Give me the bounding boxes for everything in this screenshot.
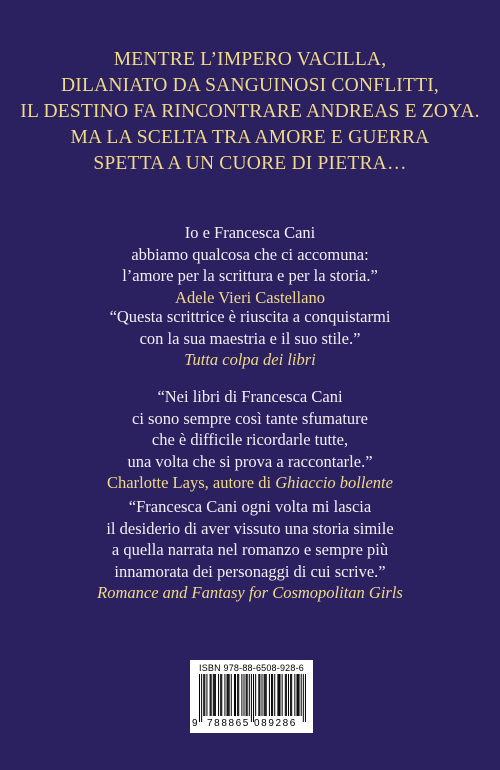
- barcode-left-group: 788865: [207, 718, 250, 729]
- quote-line: “Francesca Cani ogni volta mi lascia: [128, 497, 372, 516]
- quote-line: ci sono sempre così tante sfumature: [132, 408, 368, 428]
- barcode-bar: [262, 674, 263, 716]
- headline-line: IL DESTINO FA RINCONTRARE ANDREAS E ZOYA.: [20, 101, 480, 122]
- barcode-bar: [271, 674, 272, 716]
- barcode-bar: [214, 674, 215, 716]
- barcode-bar: [269, 674, 270, 716]
- barcode-bar: [265, 674, 266, 716]
- barcode-bar: [201, 674, 202, 722]
- barcode-bar: [246, 674, 247, 716]
- barcode-bar: [211, 674, 212, 716]
- attribution-title: Ghiaccio bollente: [275, 473, 393, 492]
- barcode-bar: [206, 674, 207, 716]
- attribution-author: Charlotte Lays, autore di: [107, 473, 276, 492]
- barcode-bar: [255, 674, 256, 716]
- barcode-bar: [291, 674, 292, 716]
- barcode-bar: [215, 674, 216, 716]
- barcode-bar: [285, 674, 286, 716]
- barcode-bars: [199, 674, 306, 724]
- quote-line: a quella narrata nel romanzo e sempre più: [111, 540, 389, 559]
- barcode-bar: [249, 674, 250, 716]
- barcode-first-digit: 9: [192, 718, 198, 729]
- barcode-bar: [301, 674, 302, 716]
- barcode-bar: [227, 674, 228, 716]
- barcode-bar: [253, 674, 254, 722]
- quote-attribution: Adele Vieri Castellano: [175, 287, 325, 307]
- barcode-bar: [210, 674, 211, 716]
- barcode-bar: [203, 674, 204, 716]
- quote-line: l’amore per la scrittura e per la storia.”: [122, 266, 378, 285]
- quote-line: che è difficile ricordarle tutte,: [151, 430, 349, 449]
- quote-line: abbiamo qualcosa che ci accomuna:: [131, 244, 369, 264]
- quote-attribution: [0, 472, 500, 494]
- barcode-bar: [228, 674, 229, 716]
- barcode-bar: [274, 674, 275, 716]
- headline-line: MENTRE L’IMPERO VACILLA,: [113, 49, 387, 70]
- barcode-bar: [305, 674, 306, 722]
- barcode-bar: [296, 674, 297, 716]
- review-quote-4: [0, 496, 500, 604]
- barcode-bar: [213, 674, 214, 716]
- quote-line: “Nei libri di Francesca Cani: [157, 387, 343, 406]
- barcode-bar: [221, 674, 222, 716]
- barcode-bar: [247, 674, 248, 716]
- barcode-bar: [204, 674, 205, 716]
- review-quote-1: [0, 222, 500, 308]
- barcode-bar: [218, 674, 219, 716]
- barcode-bar: [266, 674, 267, 716]
- quote-attribution: [0, 349, 500, 371]
- quote-line: Io e Francesca Cani: [184, 223, 316, 242]
- barcode-bar: [238, 674, 239, 716]
- barcode-right-group: 089286: [254, 718, 297, 729]
- barcode-bar: [251, 674, 252, 722]
- quote-line: innamorata dei personaggi di cui scrive.”: [114, 561, 386, 581]
- barcode-bar: [277, 674, 278, 716]
- barcode-bar: [224, 674, 225, 716]
- barcode-bar: [237, 674, 238, 716]
- barcode-bar: [286, 674, 287, 716]
- barcode-bar: [264, 674, 265, 716]
- quote-line: “Questa scrittrice è riuscita a conquistarmi: [109, 307, 391, 326]
- isbn-barcode: [190, 660, 313, 733]
- attribution-title: Tutta colpa dei libri: [184, 350, 316, 369]
- review-quote-2: [0, 306, 500, 371]
- barcode-bar: [272, 674, 273, 716]
- barcode-bar: [235, 674, 236, 716]
- barcode-bar: [303, 674, 304, 722]
- headline-line: MA LA SCELTA TRA AMORE E GUERRA: [70, 127, 430, 148]
- barcode-bar: [259, 674, 260, 716]
- barcode-bar: [278, 674, 279, 716]
- review-quote-3: [0, 386, 500, 494]
- barcode-bar: [294, 674, 295, 716]
- barcode-bar: [244, 674, 245, 716]
- isbn-label: ISBN 978-88-6508-928-6: [199, 663, 304, 673]
- quote-attribution: [0, 582, 500, 604]
- barcode-bar: [282, 674, 283, 716]
- barcode-bar: [229, 674, 230, 716]
- attribution-title: Romance and Fantasy for Cosmopolitan Girls: [97, 583, 403, 602]
- headline-line: DILANIATO DA SANGUINOSI CONFLITTI,: [60, 75, 439, 96]
- quote-line: con la sua maestria e il suo stile.”: [139, 328, 361, 348]
- barcode-bar: [234, 674, 235, 716]
- barcode-bar: [290, 674, 291, 716]
- barcode-bar: [298, 674, 299, 716]
- barcode-bar: [258, 674, 259, 716]
- quote-line: il desiderio di aver vissuto una storia simile: [106, 518, 394, 538]
- barcode-bar: [299, 674, 300, 716]
- barcode-bar: [220, 674, 221, 716]
- barcode-bar: [280, 674, 281, 716]
- barcode-bar: [231, 674, 232, 716]
- blurb-headline: [0, 47, 500, 177]
- barcode-bar: [241, 674, 242, 716]
- barcode-bar: [199, 674, 200, 722]
- headline-line: SPETTA A UN CUORE DI PIETRA…: [93, 153, 407, 174]
- barcode-bar: [288, 674, 289, 716]
- quote-line: una volta che si prova a raccontarle.”: [127, 451, 373, 471]
